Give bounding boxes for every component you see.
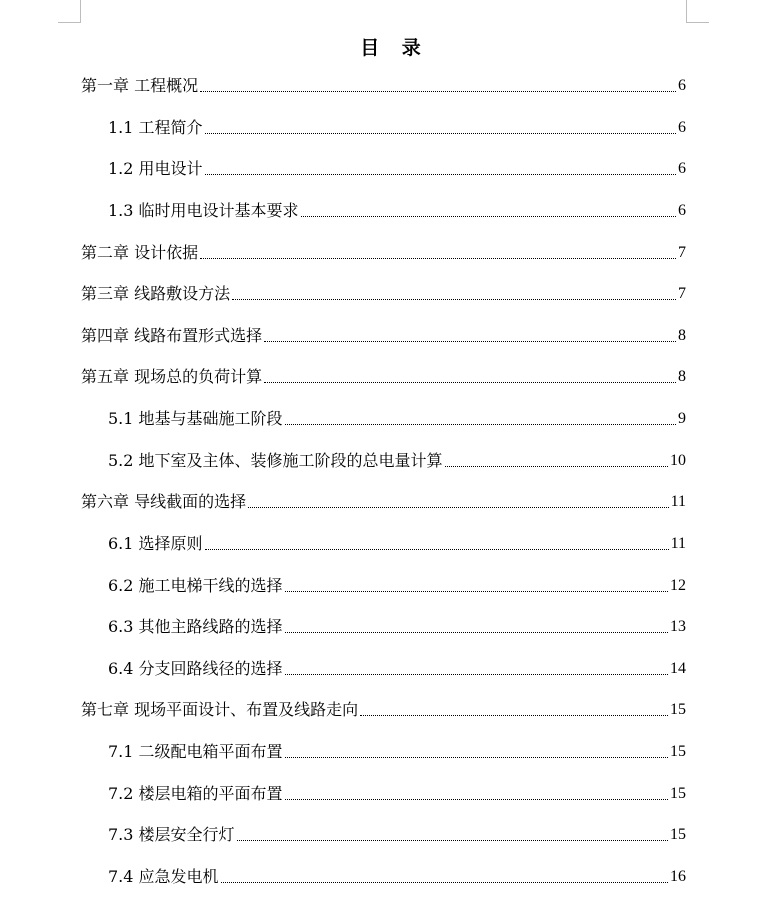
- toc-page-number: 7: [678, 285, 686, 303]
- toc-page-number: 15: [670, 701, 686, 719]
- toc-dot-leader: [205, 118, 676, 134]
- toc-section-entry[interactable]: [81, 741, 686, 783]
- toc-chapter-entry[interactable]: [81, 325, 686, 367]
- toc-entry-label: 6.2 施工电梯干线的选择: [108, 575, 283, 595]
- toc-entry-label: 第五章 现场总的负荷计算: [81, 367, 263, 387]
- toc-section-entry[interactable]: [81, 158, 686, 200]
- toc-section-entry[interactable]: [81, 117, 686, 159]
- toc-page-number: 8: [678, 368, 686, 386]
- toc-entry-label: 1.2 用电设计: [108, 159, 203, 179]
- toc-page-number: 7: [678, 243, 686, 261]
- toc-entry-label: 第一章 工程概况: [81, 76, 199, 95]
- toc-page-number: 8: [678, 326, 686, 344]
- toc-section-entry[interactable]: [81, 575, 686, 617]
- toc-chapter-entry[interactable]: [81, 75, 686, 117]
- toc-dot-leader: [264, 367, 676, 383]
- toc-entry-label: 1.3 临时用电设计基本要求: [108, 200, 299, 220]
- toc-chapter-entry[interactable]: [81, 699, 686, 741]
- toc-page-number: 6: [678, 77, 686, 94]
- toc-entry-label: 7.3 楼层安全行灯: [108, 825, 235, 845]
- toc-entry-label: 6.4 分支回路线径的选择: [108, 658, 283, 678]
- toc-page-number: 11: [670, 534, 686, 552]
- toc-chapter-entry[interactable]: [81, 242, 686, 284]
- toc-dot-leader: [445, 451, 668, 467]
- toc-page-number: 9: [678, 410, 686, 427]
- toc-dot-leader: [285, 617, 668, 633]
- toc-page-number: 15: [670, 743, 686, 760]
- toc-title: 目 录: [360, 37, 429, 59]
- toc-entry-label: 5.2 地下室及主体、装修施工阶段的总电量计算: [108, 450, 443, 470]
- toc-entry-label: 第四章 线路布置形式选择: [81, 325, 263, 345]
- toc-dot-leader: [285, 409, 676, 425]
- toc-entry-label: 第六章 导线截面的选择: [81, 492, 247, 512]
- crop-mark-top-left: [58, 0, 81, 23]
- toc-dot-leader: [285, 742, 668, 758]
- toc-entry-label: 第二章 设计依据: [81, 242, 199, 262]
- toc-entry-label: 7.4 应急发电机: [108, 866, 219, 886]
- toc-dot-leader: [200, 243, 676, 259]
- toc-chapter-entry[interactable]: [81, 283, 686, 325]
- toc-entry-label: 5.1 地基与基础施工阶段: [108, 409, 283, 428]
- toc-page-number: 15: [670, 826, 686, 844]
- toc-page-number: 13: [670, 618, 686, 636]
- toc-entry-label: 6.1 选择原则: [108, 533, 203, 553]
- toc-entry-label: 第七章 现场平面设计、布置及线路走向: [81, 700, 359, 720]
- table-of-contents: [81, 75, 686, 908]
- toc-dot-leader: [264, 326, 676, 342]
- toc-dot-leader: [237, 825, 668, 841]
- toc-page-number: 6: [678, 160, 686, 178]
- toc-entry-label: 7.2 楼层电箱的平面布置: [108, 783, 283, 803]
- toc-section-entry[interactable]: [81, 200, 686, 242]
- toc-page-number: 11: [670, 493, 686, 511]
- toc-entry-label: 第三章 线路敷设方法: [81, 284, 231, 304]
- toc-section-entry[interactable]: [81, 616, 686, 658]
- toc-dot-leader: [205, 159, 676, 175]
- toc-dot-leader: [285, 659, 668, 675]
- toc-page-number: 12: [670, 576, 686, 594]
- toc-section-entry[interactable]: [81, 533, 686, 575]
- toc-dot-leader: [248, 492, 669, 508]
- toc-entry-label: 1.1 工程简介: [108, 117, 203, 137]
- toc-dot-leader: [221, 867, 668, 883]
- toc-chapter-entry[interactable]: [81, 491, 686, 533]
- toc-dot-leader: [232, 284, 676, 300]
- toc-section-entry[interactable]: [81, 450, 686, 492]
- toc-section-entry[interactable]: [81, 824, 686, 866]
- toc-page-number: 6: [678, 118, 686, 136]
- toc-page-number: 16: [670, 867, 686, 885]
- toc-page-number: 15: [670, 784, 686, 802]
- toc-section-entry[interactable]: [81, 658, 686, 700]
- toc-dot-leader: [360, 700, 668, 716]
- toc-chapter-entry[interactable]: [81, 366, 686, 408]
- toc-entry-label: 7.1 二级配电箱平面布置: [108, 742, 283, 761]
- toc-entry-label: 6.3 其他主路线路的选择: [108, 617, 283, 637]
- crop-mark-top-right: [686, 0, 709, 23]
- toc-section-entry[interactable]: [81, 783, 686, 825]
- toc-page-number: 10: [670, 451, 686, 469]
- toc-dot-leader: [205, 534, 669, 550]
- toc-dot-leader: [285, 576, 668, 592]
- toc-section-entry[interactable]: [81, 866, 686, 908]
- toc-dot-leader: [285, 784, 668, 800]
- toc-dot-leader: [200, 76, 676, 92]
- toc-section-entry[interactable]: [81, 408, 686, 450]
- toc-dot-leader: [301, 201, 676, 217]
- toc-page-number: 14: [670, 659, 686, 677]
- toc-page-number: 6: [678, 201, 686, 219]
